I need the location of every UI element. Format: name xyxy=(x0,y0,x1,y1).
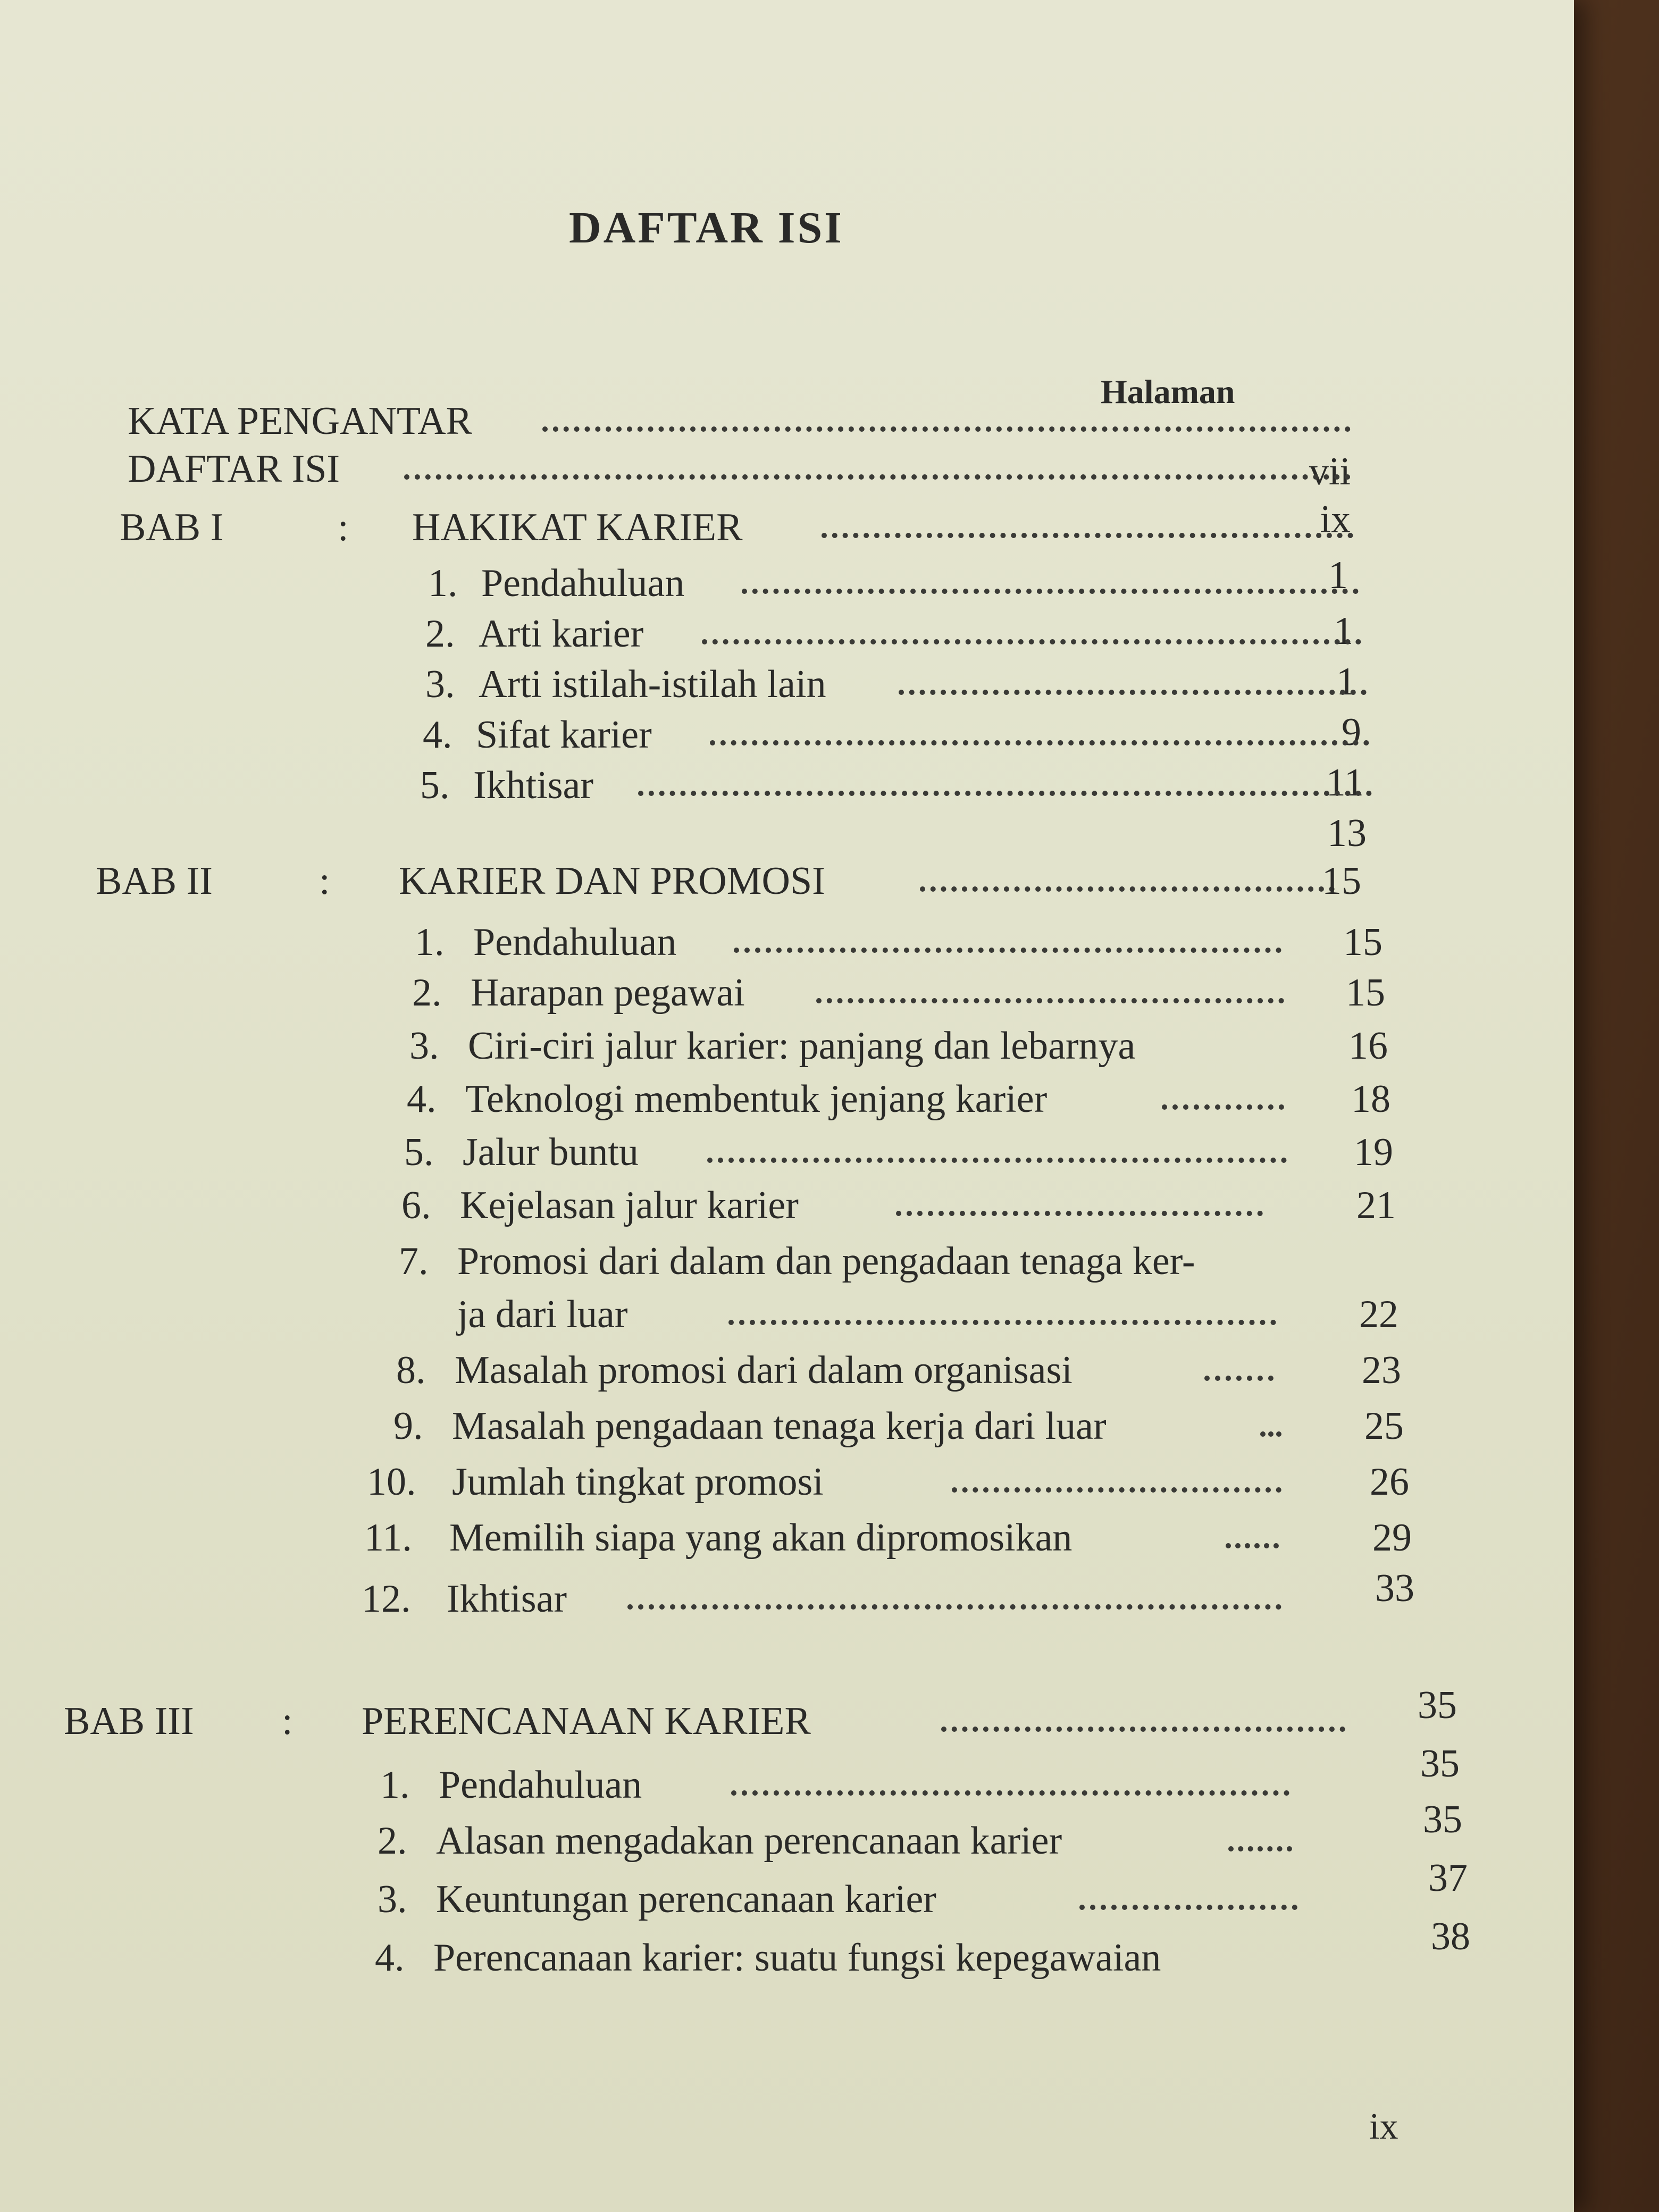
toc-item-text: Ikhtisar xyxy=(473,764,594,807)
toc-item-number: 5. xyxy=(420,764,450,807)
toc-item-number: 1. xyxy=(380,1763,410,1807)
dot-leader xyxy=(1079,1905,1297,1910)
toc-item-page: 26 xyxy=(1370,1460,1409,1504)
chapter-heading-bab-3 xyxy=(64,1683,1457,1752)
toc-item-number: 4. xyxy=(375,1936,405,1980)
toc-item-number: 12. xyxy=(362,1577,411,1621)
toc-item-number: 1. xyxy=(415,920,445,964)
chapter-colon: : xyxy=(338,506,349,549)
page-column-label: Halaman xyxy=(1101,373,1235,410)
toc-item xyxy=(393,1404,1414,1457)
dot-leader xyxy=(542,426,1351,432)
toc-item-number: 3. xyxy=(409,1024,439,1068)
chapter-page: 1 xyxy=(1328,554,1348,597)
dot-leader xyxy=(952,1487,1281,1493)
dot-leader xyxy=(920,886,1335,892)
toc-item xyxy=(401,1183,1401,1236)
toc-item-text: Jalur buntu xyxy=(463,1130,639,1174)
toc-item-text: Harapan pegawai xyxy=(471,971,745,1015)
toc-item xyxy=(415,920,1388,973)
toc-item-number: 3. xyxy=(378,1878,407,1921)
toc-item xyxy=(396,1348,1412,1401)
toc-item-number: 4. xyxy=(407,1077,437,1121)
toc-item-page: 15 xyxy=(1346,971,1385,1015)
chapter-title: PERENCANAAN KARIER xyxy=(362,1699,811,1743)
toc-item-page: 22 xyxy=(1359,1293,1398,1336)
toc-item xyxy=(380,1742,1460,1816)
toc-item-text: Perencanaan karier: suatu fungsi kepegawaian xyxy=(433,1936,1161,1980)
toc-item-page: 33 xyxy=(1375,1566,1414,1610)
toc-item-page: 37 xyxy=(1428,1856,1468,1900)
toc-item-text: Keuntungan perencanaan karier xyxy=(436,1878,936,1921)
toc-item-number: 5. xyxy=(404,1130,434,1174)
dot-leader xyxy=(816,998,1284,1003)
toc-item xyxy=(362,1566,1425,1630)
dot-leader xyxy=(707,1158,1287,1163)
toc-entry-page: vii xyxy=(1309,450,1351,493)
toc-item-page: 16 xyxy=(1348,1024,1388,1068)
chapter-page: 15 xyxy=(1322,859,1361,903)
toc-item-text: Promosi dari dalam dan pengadaan tenaga ker- xyxy=(457,1239,1195,1283)
toc-item xyxy=(378,1798,1462,1872)
toc-item-page: 35 xyxy=(1420,1742,1460,1786)
toc-item-page: 35 xyxy=(1423,1798,1462,1841)
toc-item-number: 2. xyxy=(412,971,442,1015)
toc-item-number: 6. xyxy=(401,1184,431,1227)
toc-item-number: 3. xyxy=(425,663,455,706)
dot-leader xyxy=(1228,1846,1292,1851)
toc-item xyxy=(375,1915,1470,1989)
toc-item-text: Ikhtisar xyxy=(447,1577,567,1621)
toc-item-text: Pendahuluan xyxy=(439,1763,642,1807)
toc-item-text: Jumlah tingkat promosi xyxy=(452,1460,824,1504)
dot-leader xyxy=(742,589,1359,594)
toc-item-page: 18 xyxy=(1351,1077,1390,1121)
toc-item xyxy=(404,1130,1398,1183)
chapter-page: 35 xyxy=(1418,1683,1457,1727)
toc-item xyxy=(399,1239,1409,1345)
toc-item xyxy=(367,1460,1420,1513)
toc-item xyxy=(412,970,1390,1024)
toc-item-page: 25 xyxy=(1364,1404,1404,1448)
toc-item-text: Teknologi membentuk jenjang karier xyxy=(465,1077,1048,1121)
toc-item-text: Pendahuluan xyxy=(473,920,677,964)
toc-item xyxy=(407,1077,1396,1130)
toc-item xyxy=(378,1856,1468,1930)
chapter-number: BAB III xyxy=(64,1699,194,1743)
toc-item-page: 15 xyxy=(1343,920,1382,964)
dot-leader xyxy=(702,639,1361,644)
toc-item-page: 1 xyxy=(1334,609,1353,653)
toc-item xyxy=(409,1024,1393,1077)
toc-item xyxy=(364,1515,1422,1569)
chapter-number: BAB I xyxy=(120,506,224,549)
toc-item-number: 9. xyxy=(393,1404,423,1448)
chapter-colon: : xyxy=(319,859,330,903)
dot-leader xyxy=(638,791,1372,796)
toc-item-text: Arti karier xyxy=(479,612,644,656)
dot-leader xyxy=(1226,1543,1279,1548)
dot-leader xyxy=(710,740,1369,745)
chapter-title: HAKIKAT KARIER xyxy=(412,506,743,549)
toc-item-text: Masalah promosi dari dalam organisasi xyxy=(455,1348,1073,1392)
chapter-colon: : xyxy=(282,1699,293,1743)
toc-item-page: 38 xyxy=(1431,1915,1470,1958)
toc-item-page: 11 xyxy=(1326,761,1364,805)
toc-item-text: Kejelasan jalur karier xyxy=(460,1184,799,1227)
toc-item-number: 7. xyxy=(399,1239,429,1283)
toc-item-number: 2. xyxy=(425,612,455,656)
dot-leader xyxy=(1204,1376,1273,1381)
chapter-title: KARIER DAN PROMOSI xyxy=(399,859,825,903)
dot-leader xyxy=(896,1211,1263,1216)
dot-leader xyxy=(731,1790,1289,1796)
dot-leader xyxy=(1162,1104,1284,1110)
dot-leader xyxy=(627,1604,1281,1610)
toc-item-number: 10. xyxy=(367,1460,416,1504)
chapter-heading-bab-2 xyxy=(96,859,1372,912)
toc-item-text: Arti istilah-istilah lain xyxy=(479,663,826,706)
toc-entry-label: DAFTAR ISI xyxy=(128,447,340,491)
toc-item-page: 23 xyxy=(1362,1348,1401,1392)
toc-item-text-continued: ja dari luar xyxy=(457,1293,628,1336)
dot-leader xyxy=(734,948,1281,953)
toc-entry-page: ix xyxy=(1320,498,1351,541)
dot-leader xyxy=(822,533,1353,538)
toc-item-text: Ciri-ciri jalur karier: panjang dan lebarnya xyxy=(468,1024,1136,1068)
toc-item-number: 1. xyxy=(428,562,458,605)
page-title: DAFTAR ISI xyxy=(569,203,844,253)
toc-item xyxy=(420,763,1377,855)
toc-item-text: Sifat karier xyxy=(476,713,652,757)
chapter-number: BAB II xyxy=(96,859,213,903)
toc-item-number: 2. xyxy=(378,1819,407,1863)
dot-leader xyxy=(728,1320,1276,1325)
toc-item-text: Memilih siapa yang akan dipromosikan xyxy=(449,1516,1073,1560)
toc-item-number: 4. xyxy=(423,713,453,757)
dot-leader xyxy=(899,690,1367,695)
toc-item-text: Alasan mengadakan perencanaan karier xyxy=(436,1819,1062,1863)
page-number: ix xyxy=(1369,2106,1398,2147)
dot-leader xyxy=(404,474,1351,480)
toc-item-text: Pendahuluan xyxy=(481,562,685,605)
toc-item-number: 11. xyxy=(364,1516,412,1560)
toc-item-number: 8. xyxy=(396,1348,426,1392)
toc-item-page: 1 xyxy=(1336,660,1356,703)
toc-item-text: Masalah pengadaan tenaga kerja dari luar xyxy=(452,1404,1107,1448)
toc-item-page: 21 xyxy=(1356,1184,1396,1227)
dot-leader xyxy=(941,1727,1345,1732)
toc-item-page: 9 xyxy=(1342,710,1361,754)
toc-entry-label: KATA PENGANTAR xyxy=(128,399,473,443)
toc-item-page: 13 xyxy=(1327,811,1367,855)
dot-leader xyxy=(1260,1431,1281,1437)
toc-item-page: 29 xyxy=(1372,1516,1412,1560)
toc-item-page: 19 xyxy=(1354,1130,1393,1174)
